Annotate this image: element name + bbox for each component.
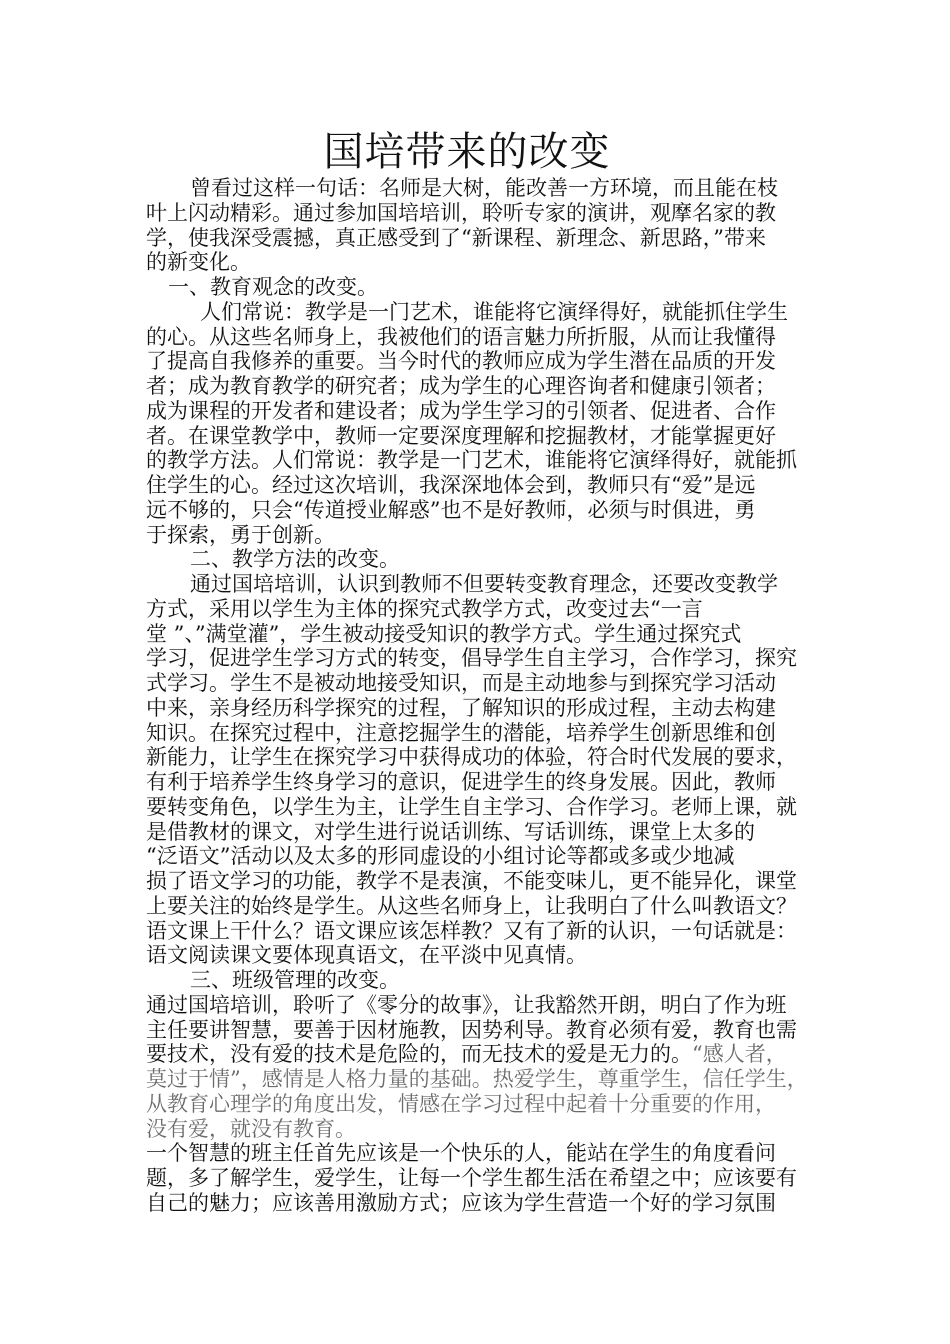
text-line-content: 通过国培培训，聆听了《零分的故事》，让我豁然开朗，明白了作为班 [146,992,787,1017]
text-line-content: 者；成为教育教学的研究者；成为学生的心理咨询者和健康引领者； [146,374,776,398]
text-line [146,597,822,622]
text-line-content: 堂 ”、”满堂灌”，学生被动接受知识的教学方式。学生通过探究式 [146,621,742,646]
text-line-content: 要技术，没有爱的技术是危险的，而无技术的爱是无力的。 [146,1042,692,1067]
text-line [146,1018,822,1043]
text-line [146,448,822,473]
text-line-content: 主任要讲智慧，要善于因材施教，因势利导。教育必须有爱，教育也需 [146,1017,797,1042]
text-line [146,523,822,548]
text-line-content: 语文课上干什么？语文课应该怎样教？又有了新的认识，一句话就是： [146,918,797,943]
text-line [146,894,822,919]
text-line [146,968,822,993]
text-line [146,300,822,325]
text-line-content: 者。在课堂教学中，教师一定要深度理解和挖掘教材，才能掌握更好 [146,423,776,448]
text-line [146,572,822,597]
text-line [146,869,822,894]
text-line [146,919,822,944]
text-line-content: 远不够的，只会“传道授业解惑”也不是好教师，必须与时俱进，勇 [146,497,756,522]
text-line-content: 学习，促进学生学习方式的转变，倡导学生自主学习，合作学习，探究 [146,646,797,671]
text-line [146,374,822,399]
text-line [146,349,822,374]
text-line [146,547,822,572]
text-line-content: 式学习。学生不是被动地接受知识，而是主动地参与到探究学习活动 [146,671,776,695]
text-line [146,1141,822,1166]
text-line [146,1092,822,1117]
text-line-content: 三、班级管理的改变。 [190,968,400,992]
text-line [146,176,822,201]
text-line-content: 新能力，让学生在探究学习中获得成功的体验，符合时代发展的要求， [146,745,797,770]
text-line-content: 中来，亲身经历科学探究的过程，了解知识的形成过程，主动去构建 [146,695,776,720]
text-line-content: 损了语文学习的功能，教学不是表演，不能变味儿，更不能异化，课堂 [146,869,797,893]
text-line [146,250,822,275]
text-line-content: “泛语文”活动以及太多的形同虚设的小组讨论等都或多或少地减 [146,844,735,869]
text-line-content: 有利于培养学生终身学习的意识，促进学生的终身发展。因此，教师 [146,770,776,794]
text-line [146,275,822,300]
text-line [146,745,822,770]
text-line-content: 题，多了解学生，爱学生，让每一个学生都生活在希望之中；应该要有 [146,1166,797,1190]
text-line [146,399,822,424]
text-line [146,943,822,968]
text-line [146,1042,822,1067]
text-line-content: 人们常说：教学是一门艺术，谁能将它演绎得好，就能抓住学生 [200,299,788,324]
text-line-content: 要转变角色，以学生为主，让学生自主学习、合作学习。老师上课，就 [146,794,797,819]
text-line [146,226,822,251]
text-line-content: 二、教学方法的改变。 [190,547,400,572]
text-line [146,696,822,721]
text-line-content: 住学生的心。经过这次培训，我深深地体会到，教师只有“爱”是远 [146,473,756,497]
text-line-content: 自己的魅力；应该善用激励方式；应该为学生营造一个好的学习氛围 [146,1190,776,1215]
text-line-content: 了提高自我修养的重要。当今时代的教师应成为学生潜在品质的开发 [146,349,776,374]
text-line [146,671,822,696]
text-line [146,993,822,1018]
text-line [146,770,822,795]
text-line [146,646,822,671]
text-line [146,1166,822,1191]
text-line [146,424,822,449]
text-line-content: 莫过于情”，感情是人格力量的基础。热爱学生，尊重学生，信任学生， [146,1067,808,1091]
text-line-content: 知识。在探究过程中，注意挖掘学生的潜能，培养学生创新思维和创 [146,720,776,745]
text-line-content: 一个智慧的班主任首先应该是一个快乐的人，能站在学生的角度看问 [146,1141,776,1166]
text-line [146,795,822,820]
text-line [146,622,822,647]
text-line [146,498,822,523]
text-line-content: 通过国培培训，认识到教师不但要转变教育理念，还要改变教学 [190,572,778,596]
text-line [146,1117,822,1142]
text-line [146,201,822,226]
text-line [146,820,822,845]
text-line-content: 没有爱，就没有教育。 [146,1116,356,1141]
document-title: 国培带来的改变 [323,129,611,175]
text-line-content: 成为课程的开发者和建设者；成为学生学习的引领者、促进者、合作 [146,398,776,423]
text-line-gray-tail: “感人者， [692,1042,787,1067]
text-line-content: 从教育心理学的角度出发，情感在学习过程中起着十分重要的作用， [146,1091,776,1116]
text-line [146,325,822,350]
text-line-content: 的心。从这些名师身上，我被他们的语言魅力所折服，从而让我懂得 [146,324,776,349]
text-line-content: 方式，采用以学生为主体的探究式教学方式，改变过去“一言 [146,596,703,621]
text-line-content: 的教学方法。人们常说：教学是一门艺术，谁能将它演绎得好，就能抓 [146,448,797,473]
text-line-content: 于探索，勇于创新。 [146,522,335,547]
text-line [146,1067,822,1092]
text-line [146,473,822,498]
text-line-content: 叶上闪动精彩。通过参加国培培训，聆听专家的演讲，观摩名家的教 [146,200,776,225]
document-body [146,176,822,1216]
text-line-content: 语文阅读课文要体现真语文，在平淡中见真情。 [146,943,587,968]
text-line [146,1191,822,1216]
text-line-content: 学，使我深受震撼，真正感受到了“新课程、新理念、新思路，”带来 [146,225,766,250]
text-line-content: 曾看过这样一句话：名师是大树，能改善一方环境，而且能在枝 [190,176,778,200]
text-line-content: 上要关注的始终是学生。从这些名师身上，让我明白了什么叫教语文？ [146,893,797,918]
text-line-content: 是借教材的课文，对学生进行说话训练、写话训练，课堂上太多的 [146,819,755,844]
text-line [146,721,822,746]
text-line-content: 的新变化。 [146,250,251,275]
text-line [146,844,822,869]
text-line-content: 一、教育观念的改变。 [168,275,378,299]
